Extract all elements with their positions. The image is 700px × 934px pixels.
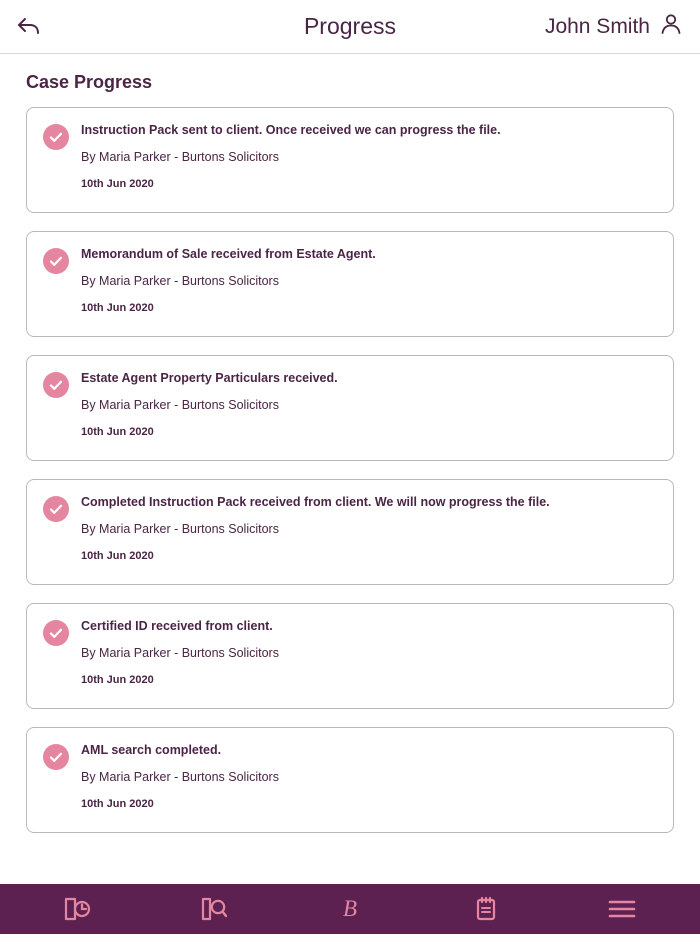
header-user-area[interactable] bbox=[545, 11, 684, 42]
user-avatar-icon[interactable] bbox=[658, 11, 684, 42]
progress-item-title: Estate Agent Property Particulars received. bbox=[81, 371, 338, 385]
progress-item-card[interactable] bbox=[26, 355, 674, 461]
nav-brand-b-logo-icon[interactable] bbox=[320, 884, 380, 934]
check-circle-icon bbox=[43, 744, 69, 770]
progress-item-author: By Maria Parker - Burtons Solicitors bbox=[81, 274, 279, 289]
progress-item-title: AML search completed. bbox=[81, 743, 222, 757]
progress-item-author: By Maria Parker - Burtons Solicitors bbox=[81, 770, 279, 785]
progress-item-body bbox=[81, 246, 657, 314]
nav-notepad-icon[interactable] bbox=[456, 884, 516, 934]
progress-item-date: 10th Jun 2020 bbox=[81, 550, 154, 563]
check-circle-icon bbox=[43, 248, 69, 274]
user-name-label: John Smith bbox=[544, 14, 650, 38]
progress-item-body bbox=[81, 494, 657, 562]
page-title: Case Progress bbox=[26, 72, 153, 92]
check-circle-icon bbox=[43, 372, 69, 398]
progress-item-card[interactable] bbox=[26, 479, 674, 585]
progress-item-author: By Maria Parker - Burtons Solicitors bbox=[81, 150, 279, 165]
check-circle-icon bbox=[43, 124, 69, 150]
progress-item-date: 10th Jun 2020 bbox=[81, 426, 154, 439]
check-circle-icon bbox=[43, 620, 69, 646]
progress-item-title: Instruction Pack sent to client. Once received we can progress the file. bbox=[81, 123, 501, 137]
progress-item-date: 10th Jun 2020 bbox=[81, 798, 154, 811]
brand-b-logo-label: B bbox=[342, 896, 358, 921]
progress-item-author: By Maria Parker - Burtons Solicitors bbox=[81, 398, 279, 413]
progress-item-card[interactable] bbox=[26, 231, 674, 337]
nav-progress-clock-icon[interactable] bbox=[48, 884, 108, 934]
progress-item-card[interactable] bbox=[26, 727, 674, 833]
progress-item-body bbox=[81, 370, 657, 438]
progress-item-body bbox=[81, 122, 657, 190]
progress-item-date: 10th Jun 2020 bbox=[81, 674, 154, 687]
progress-item-card[interactable] bbox=[26, 603, 674, 709]
app-header bbox=[0, 0, 700, 54]
progress-item-body bbox=[81, 742, 657, 810]
progress-item-title: Memorandum of Sale received from Estate Agent. bbox=[81, 247, 376, 261]
progress-item-title: Completed Instruction Pack received from client. We will now progress the file. bbox=[81, 495, 550, 509]
check-circle-icon bbox=[43, 496, 69, 522]
progress-item-body bbox=[81, 618, 657, 686]
bottom-navigation-bar bbox=[0, 884, 700, 934]
progress-item-title: Certified ID received from client. bbox=[81, 619, 273, 633]
progress-item-date: 10th Jun 2020 bbox=[81, 302, 154, 315]
progress-item-card[interactable] bbox=[26, 107, 674, 213]
nav-search-icon[interactable] bbox=[184, 884, 244, 934]
progress-item-author: By Maria Parker - Burtons Solicitors bbox=[81, 522, 279, 537]
progress-list-container[interactable] bbox=[0, 54, 700, 884]
nav-hamburger-menu-icon[interactable] bbox=[592, 884, 652, 934]
progress-item-date: 10th Jun 2020 bbox=[81, 178, 154, 191]
page-header-title: Progress bbox=[303, 13, 397, 39]
back-arrow-icon[interactable] bbox=[16, 7, 56, 47]
progress-item-author: By Maria Parker - Burtons Solicitors bbox=[81, 646, 279, 661]
